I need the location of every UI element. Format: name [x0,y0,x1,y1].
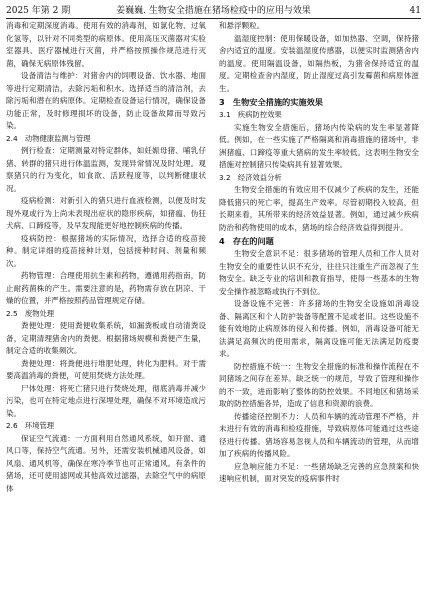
paragraph: 实施生物安全措施后，猪场内传染病的发生率显著降低。例如，在一些实施了严格隔离和消毒措施的猪场中，非洲猪瘟、口蹄疫等重大猪病的发生率较低。这表明生物安全措施对控制猪只传染病具有显著效果。 [219,122,419,169]
paragraph: 粪便处理：将粪便进行堆肥处理，转化为肥料。对于需要高温消毒的粪便，可使用焚烧方法处理。 [6,358,206,380]
right-column [219,20,419,614]
paragraph: 温湿度控制：使用保暖设备，如加热器、空调，保持猪舍内适宜的温度。安装温湿度传感器，以便实时监测猪舍内的温度。使用隔温设备，如隔热板，为猪舍保持适宜的温度。定期检查舍内湿度，防止湿度过高引发霉菌和病原体滋生。 [219,33,419,93]
paragraph: 和悬浮颗粒。 [219,21,265,30]
paragraph: 尸体处理：将死亡猪只进行焚烧处理，彻底消毒并减少污染，也可在特定地点进行深埋处理，确保不对环境造成污染。 [6,383,206,418]
paragraph: 生物安全意识不足：很多猪场的管理人员和工作人员对生物安全的重要性认识不充分，往往只注重生产而忽视了生物安全。缺乏专业的培训和教育指导，使得一些基本的生物安全操作被忽略或执行不到位。 [219,249,419,296]
section-heading: 4 存在的问题 [219,236,274,246]
paragraph: 例行检查：定期测量对特定群体，如妊娠母猪、哺乳仔猪、转群的猪只进行体温监测，发现异常情况及时处理。观察猪只的行为变化，如食欲、活跃程度等，以判断健康状况。 [6,146,206,193]
paragraph: 防控措施不统一：生物安全措施的标准和操作流程在不同猪场之间存在差异。缺乏统一的规范，导致了管理和操作的不一致，进而影响了整体的防控效果。不同地区和猪场采取的防控措施各异，造成了信息和资源的浪费。 [219,361,419,408]
subsection-heading: 3.1 疾病防控效果 [219,110,282,119]
left-column [6,20,206,614]
subsection-heading: 2.4 动物健康监测与管理 [6,133,91,143]
paragraph: 应急响应能力不足：一些猪场缺乏完善的应急预案和快速响应机制，面对突发的疫病事件时 [219,461,419,483]
subsection-heading: 3.2 经济效益分析 [219,172,282,182]
article-running-title: 姜巍巍. 生物安全措施在猪场检疫中的应用与效果 [116,6,311,16]
paragraph: 保证空气流通：一方面利用自然通风系统，如开窗、通风口等，保持空气流通。另外，还需安装机械通风设备，如风扇、通风机等，确保在寒冷季节也可正常通风。有条件的猪场，还可使用滤网或其他高效过滤器，去除空气中的病原体 [6,433,206,493]
page-number: 41 [409,6,421,16]
paragraph: 疫病检测：对新引入的猪只进行血液检测，以便及时发现外观或行为上尚未表现出症状的隐形疾病，如猪瘟、伪狂犬病、口蹄疫等，及早发现能更好地控制疾病的传播。 [6,196,206,230]
subsection-heading: 2.6 环境管理 [6,421,55,430]
paragraph: 生物安全措施的有效应用不仅减少了疾病的发生，还能降低猪只的死亡率，提高生产效率。尽管初期投入较高，但长期来看，其所带来的经济效益显著。例如，通过减少疾病防治和药物使用的成本，猪场的综合经济效益得到提升。 [219,185,419,232]
header-rule [6,18,421,19]
paragraph: 设备清洁与维护：对猪舍内的饲喂设备、饮水器、地面等进行定期清洁，去除污垢和积水。选择适当的清洁剂，去除污垢和潜在的病原体。定期检查设备运行情况，确保设备功能正常，及时修理损坏的设备，防止设备故障而导致污染。 [6,71,206,130]
subsection-heading: 2.5 废物处理 [6,308,55,318]
paragraph: 设备设施不完善：许多猪场的生物安全设施如消毒设备、隔离区和个人防护装备等配置不足或老旧。这些设施不能有效地防止病原体的侵入和传播。例如，消毒设备可能无法满足高频次的使用需求，隔离设施可能无法满足防疫要求。 [219,299,419,358]
section-heading: 3 生物安全措施的实施效果 [219,97,323,107]
paragraph: 消毒和定期深度消毒。使用有效的消毒剂，如氯化物、过氧化氢等，以针对不同类型的病原体。使用高压灭菌器对实验室器具、医疗器械进行灭菌，并严格按照操作规范进行灭菌，确保无病原体残留。 [6,21,206,68]
paragraph: 疫病防控：根据猪场的实际情况，选择合适的疫苗接种。制定详细的疫苗接种计划，包括接种时间、剂量和频次。 [6,233,206,268]
paragraph: 药物管理：合理使用抗生素和药物，遵循用药指南，防止耐药菌株的产生。需要注意的是，药物需存放在阴凉、干燥的位置，并严格按照药品管理规定存储。 [6,271,206,305]
paragraph: 粪便处理：使用粪便收集系统，如漏粪板或自动清粪设备，定期清理猪舍内的粪便。根据猪场规模和粪便产生量，制定合适的收集频次。 [6,321,206,355]
issue-label: 2025 年第 2 期 [6,6,71,16]
paragraph: 传播途径控制不力：人员和车辆的流动管理不严格，并未进行有效的消毒和检疫措施，导致病原体可能通过这些途径进行传播。猪场容易忽视人员和车辆流动的管理，从而增加了疾病的传播风险。 [219,411,419,458]
running-header [6,4,421,18]
